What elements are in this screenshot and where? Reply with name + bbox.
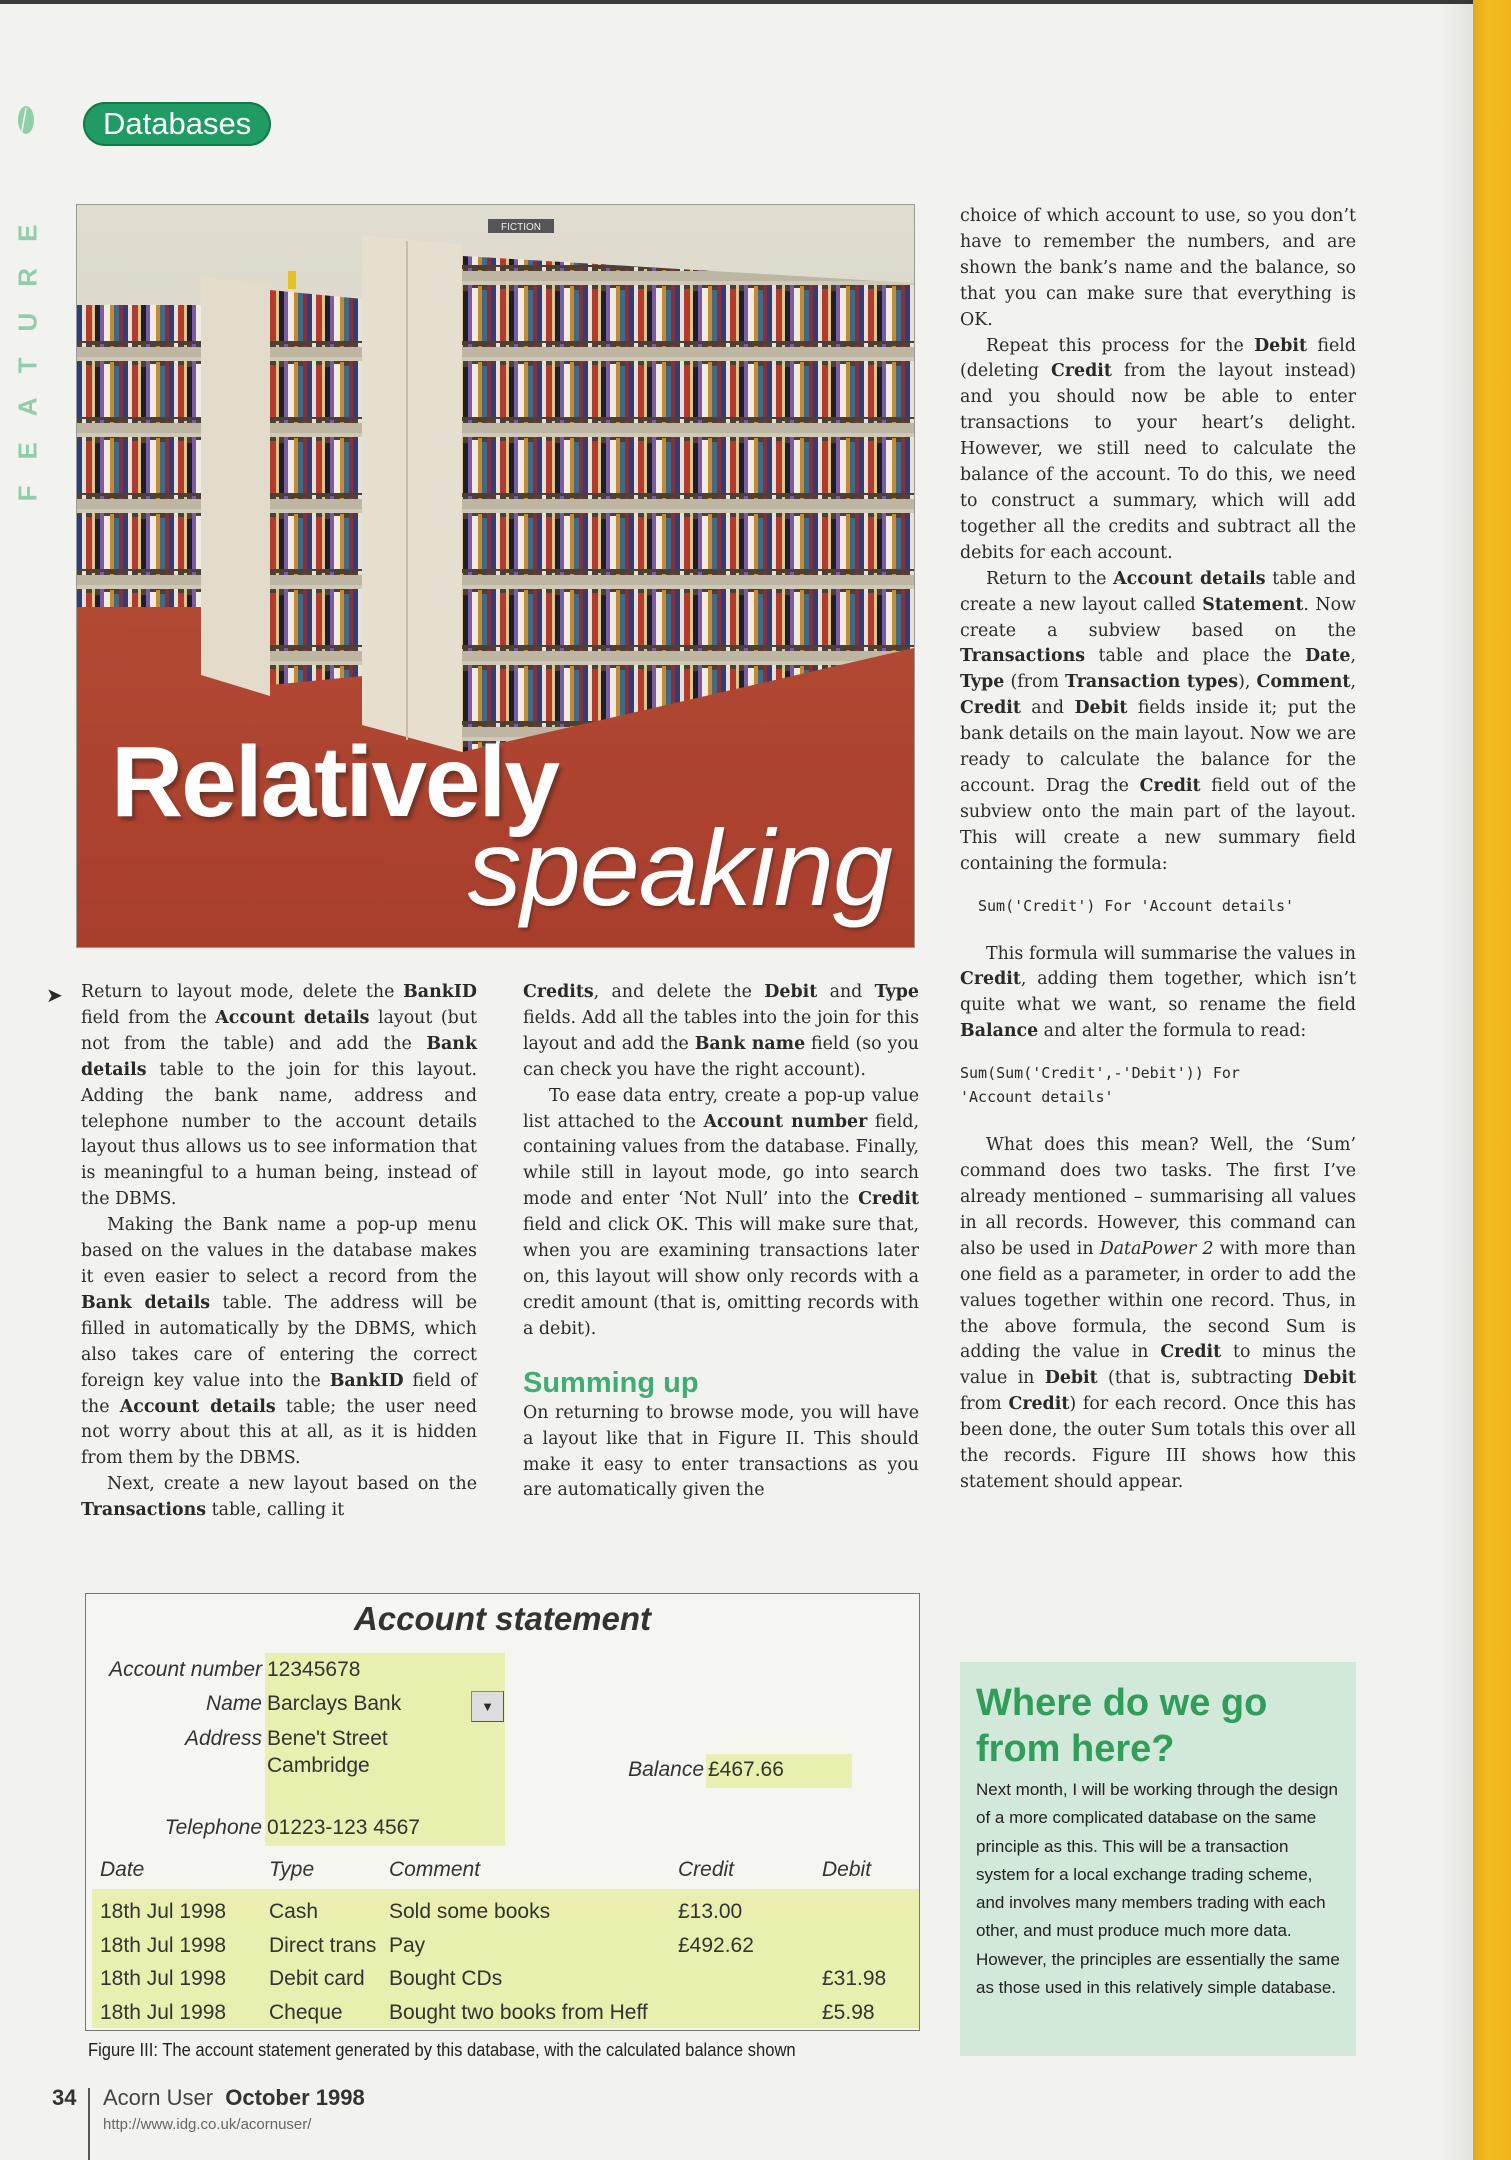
- body-paragraph: [81, 980, 477, 1213]
- figure-account-statement: [85, 1593, 920, 2031]
- column-header-debit: Debit: [822, 1858, 872, 1881]
- bold-term: Debit: [1044, 1368, 1098, 1389]
- text-run: ,: [1350, 672, 1356, 693]
- feature-label: FEATURE: [12, 198, 43, 502]
- text-run: What does this mean? Well, the ‘Sum’ command does two tasks. The first I’ve already mentioned – summarising all values in all records. However, this command can also be used in: [960, 1135, 1356, 1259]
- bold-term: Transactions: [960, 646, 1086, 667]
- right-column: [960, 204, 1356, 1496]
- column-header-type: Type: [269, 1858, 315, 1881]
- bold-term: Transaction types: [1065, 672, 1239, 693]
- bold-term: BankID: [329, 1370, 404, 1391]
- balance-label: Balance: [628, 1758, 704, 1781]
- footer-divider: [88, 2088, 90, 2160]
- hero-photo: [76, 204, 915, 948]
- type-cell: Cash: [269, 1900, 319, 1923]
- paragraph-group: [523, 1401, 919, 1505]
- paragraph-group: [523, 980, 919, 1343]
- body-paragraph: [523, 980, 919, 1084]
- column-header-date: Date: [100, 1858, 145, 1881]
- text-run: and: [817, 982, 875, 1002]
- comment-cell: Bought CDs: [389, 1967, 503, 1990]
- credit-cell: £492.62: [678, 1933, 754, 1957]
- bold-term: Credit: [1008, 1394, 1070, 1415]
- table-row[interactable]: [86, 1896, 919, 1930]
- bold-term: Bank details: [81, 1033, 477, 1080]
- text-run: (from: [1004, 672, 1066, 693]
- paragraph-group: [960, 204, 1356, 878]
- bold-term: Credit: [858, 1189, 919, 1210]
- paragraph-group: [81, 980, 477, 1524]
- comment-cell: Bought two books from Heff: [389, 2000, 648, 2024]
- section-heading: Summing up: [523, 1366, 699, 1399]
- text-run: Return to the: [986, 568, 1114, 589]
- body-paragraph: [960, 942, 1356, 1046]
- date-cell: 18th Jul 1998: [100, 1933, 227, 1957]
- body-paragraph: [523, 1084, 919, 1343]
- magazine-name: Acorn User: [103, 2085, 214, 2110]
- text-run: field from the: [81, 1007, 216, 1028]
- debit-cell: £31.98: [822, 1967, 887, 1990]
- bold-term: Credit: [1139, 775, 1201, 796]
- text-run: Making the Bank name a pop-up menu based on the values in the database makes it even easier to select a record from the: [81, 1215, 477, 1287]
- text-run: , and delete the: [593, 982, 765, 1002]
- formula-code-2: Sum(Sum('Credit',-'Debit')) For 'Account details': [960, 1064, 1240, 1107]
- bold-term: Debit: [764, 982, 818, 1002]
- comment-cell: Pay: [389, 1933, 426, 1957]
- name-label: Name: [205, 1692, 262, 1715]
- bold-term: Account details: [215, 1007, 370, 1028]
- article-title-line1: Relatively: [111, 726, 558, 838]
- continue-arrow-icon: ➤: [46, 983, 63, 1007]
- text-run: Next, create a new layout based on the: [107, 1474, 477, 1495]
- body-paragraph: [960, 204, 1356, 334]
- text-run: field, containing values from the database. Finally, while still in layout mode, go into search mode and enter ‘Not Null’ into the: [523, 1111, 919, 1210]
- text-run: and alter the formula to read:: [1038, 1021, 1307, 1042]
- paragraph-group: [960, 942, 1356, 1046]
- text-run: with more than one field as a parameter, in order to add the values together within one record. Thus, in the above formula, the second Sum is adding the value in: [960, 1238, 1356, 1363]
- bold-term: Statement: [1202, 594, 1304, 615]
- text-run: To ease data entry, create a pop-up value list attached to the: [523, 1085, 919, 1132]
- body-paragraph: [960, 1133, 1356, 1496]
- text-run: table and place the: [1085, 646, 1306, 667]
- text-run: table; the user need not worry about this at all, as it is hidden from them by the DBMS.: [81, 1396, 477, 1469]
- figure-title: Account statement: [353, 1600, 652, 1637]
- bold-term: Debit: [1074, 698, 1128, 719]
- text-run: choice of which account to use, so you don’t have to remember the numbers, and are shown the bank’s name and the balance, so that you can make sure that everything is OK.: [960, 206, 1356, 330]
- account-number-label: Account number: [109, 1658, 262, 1681]
- next-page-edge: [1473, 0, 1511, 2160]
- table-row[interactable]: [86, 1930, 919, 1964]
- text-run: from: [960, 1394, 1009, 1415]
- column-header-comment: Comment: [389, 1858, 481, 1881]
- text-run: table. The address will be filled in automatically by the DBMS, which also takes care of entering the correct foreign key value into the: [81, 1292, 477, 1391]
- bold-term: Debit: [1303, 1368, 1356, 1389]
- date-cell: 18th Jul 1998: [100, 2000, 227, 2024]
- text-run: field (so you can check you have the right account).: [523, 1033, 919, 1080]
- text-run: field out of the subview onto the main part of the layout. This will create a new summary field containing the formula:: [960, 775, 1356, 874]
- page-gutter-shadow: [1440, 0, 1473, 2160]
- text-run: to minus the value in: [960, 1342, 1356, 1389]
- bold-term: Debit: [1254, 335, 1308, 356]
- text-run: field (deleting: [960, 335, 1356, 382]
- body-paragraph: [81, 1213, 477, 1472]
- address-line1[interactable]: Bene't Street: [267, 1727, 388, 1750]
- chevron-down-icon: ▼: [481, 1699, 494, 1714]
- credit-cell: £13.00: [678, 1900, 743, 1923]
- debit-cell: £5.98: [822, 2000, 875, 2024]
- text-run: ,: [1350, 646, 1356, 667]
- bold-term: Credits: [523, 982, 594, 1002]
- sidebar-box: [960, 1662, 1356, 2056]
- middle-column: [523, 980, 919, 1504]
- bold-term: Bank name: [694, 1033, 806, 1054]
- telephone-field[interactable]: 01223-123 4567: [267, 1816, 420, 1839]
- section-tag: Databases: [83, 102, 271, 146]
- column-header-credit: Credit: [678, 1858, 735, 1881]
- address-label: Address: [184, 1727, 262, 1750]
- text-run: ) for each record. Once this has been done, the outer Sum totals this over all the records. Figure III shows how this statement should appear.: [960, 1394, 1356, 1492]
- page-number: 34: [52, 2085, 77, 2110]
- text-run: Return to layout mode, delete the: [81, 982, 404, 1002]
- address-line2[interactable]: Cambridge: [267, 1754, 370, 1777]
- article-title-line2: speaking: [467, 807, 892, 928]
- paragraph-group: [960, 1133, 1356, 1496]
- balance-field: £467.66: [708, 1758, 784, 1781]
- bold-term: Date: [1305, 646, 1351, 667]
- type-cell: Cheque: [269, 2000, 343, 2024]
- figure-caption: Figure III: The account statement generated by this database, with the calculated balance shown: [88, 2040, 796, 2060]
- footer-magazine: [103, 2085, 365, 2111]
- text-run: table, calling it: [206, 1500, 345, 1521]
- comment-cell: Sold some books: [389, 1900, 551, 1923]
- text-run: table to the join for this layout. Adding the bank name, address and telephone number to the account details layout thus allows us to see information that is meaningful to a human being, instead of the DBMS.: [81, 1059, 477, 1210]
- bold-term: Account details: [1113, 568, 1266, 589]
- bold-term: Credit: [1051, 361, 1112, 382]
- bold-term: Credit: [960, 698, 1021, 719]
- bold-term: Comment: [1256, 672, 1351, 693]
- text-run: , adding them together, which isn’t quite what we want, so rename the field: [960, 969, 1356, 1016]
- sidebar-body: Next month, I will be working through the design of a more complicated database on the same principle as this. This will be a transaction system for a local exchange trading scheme, and involves many members trading with each other, and must produce much more data. However, the principles are essentially the same as those used in this relatively simple database.: [976, 1780, 1340, 1998]
- body-paragraph: [81, 1472, 477, 1524]
- leaf-icon: [16, 104, 36, 144]
- text-run: and: [1020, 698, 1075, 719]
- bold-term: Type: [874, 982, 919, 1002]
- text-run: table and create a new layout called: [960, 568, 1356, 615]
- date-cell: 18th Jul 1998: [100, 1967, 227, 1990]
- bank-name-dropdown-button[interactable]: [471, 1691, 504, 1722]
- text-run: On returning to browse mode, you will have a layout like that in Figure II. This should make it easy to enter transactions as you are automatically given the: [523, 1402, 919, 1501]
- text-run: field and click OK. This will make sure that, when you are examining transactions later on, this layout will show only records with a credit amount (that is, omitting records with a debit).: [523, 1215, 919, 1339]
- table-row[interactable]: [86, 1963, 919, 1997]
- body-paragraph: [960, 334, 1356, 567]
- issue-date: October 1998: [225, 2085, 365, 2110]
- text-run: from the layout instead) and you should now be able to enter transactions to your heart’s delight. However, we still need to calculate the balance of the account. To do this, we need to construct a summary, which will add together all the credits and subtract all the debits for each account.: [960, 361, 1356, 563]
- date-cell: 18th Jul 1998: [100, 1900, 227, 1923]
- bank-name-field[interactable]: Barclays Bank: [267, 1692, 402, 1715]
- bold-term: Bank details: [81, 1292, 211, 1313]
- text-run: ),: [1238, 672, 1257, 693]
- type-cell: Debit card: [269, 1967, 365, 1990]
- bold-term: Credit: [960, 969, 1021, 990]
- bold-term: Type: [960, 672, 1005, 693]
- bold-term: Account details: [119, 1396, 276, 1417]
- bold-term: Balance: [960, 1021, 1039, 1042]
- text-run: field of the: [81, 1370, 477, 1417]
- text-run: This formula will summarise the values in: [986, 943, 1356, 964]
- bold-term: Credit: [1160, 1342, 1222, 1363]
- text-run: . Now create a subview based on the: [960, 594, 1356, 641]
- text-run: (that is, subtracting: [1097, 1368, 1304, 1389]
- account-number-field[interactable]: 12345678: [267, 1658, 361, 1681]
- telephone-label: Telephone: [164, 1816, 262, 1839]
- text-run: layout (but not from the table) and add the: [81, 1007, 477, 1054]
- section-side-label: [8, 180, 48, 520]
- bold-term: BankID: [403, 982, 477, 1002]
- body-paragraph: [523, 1401, 919, 1505]
- sidebar-heading: Where do we go from here?: [976, 1682, 1268, 1770]
- left-column: [81, 980, 477, 1524]
- bold-term: Transactions: [81, 1500, 207, 1521]
- bold-term: Account number: [703, 1111, 868, 1132]
- formula-code: Sum('Credit') For 'Account details': [978, 896, 1295, 915]
- text-run: fields inside it; put the bank details on the main layout. Now we are ready to calculate the balance for the account. Drag the: [960, 698, 1356, 796]
- table-row[interactable]: [86, 1997, 919, 2031]
- page-top-edge: [0, 0, 1511, 4]
- italic-term: DataPower 2: [1099, 1238, 1214, 1259]
- magazine-url[interactable]: http://www.idg.co.uk/acornuser/: [103, 2116, 312, 2133]
- type-cell: Direct trans: [269, 1933, 377, 1957]
- text-run: Repeat this process for the: [986, 335, 1255, 356]
- body-paragraph: [960, 567, 1356, 878]
- text-run: fields. Add all the tables into the join for this layout and add the: [523, 1007, 919, 1054]
- fiction-sign: FICTION: [501, 222, 541, 233]
